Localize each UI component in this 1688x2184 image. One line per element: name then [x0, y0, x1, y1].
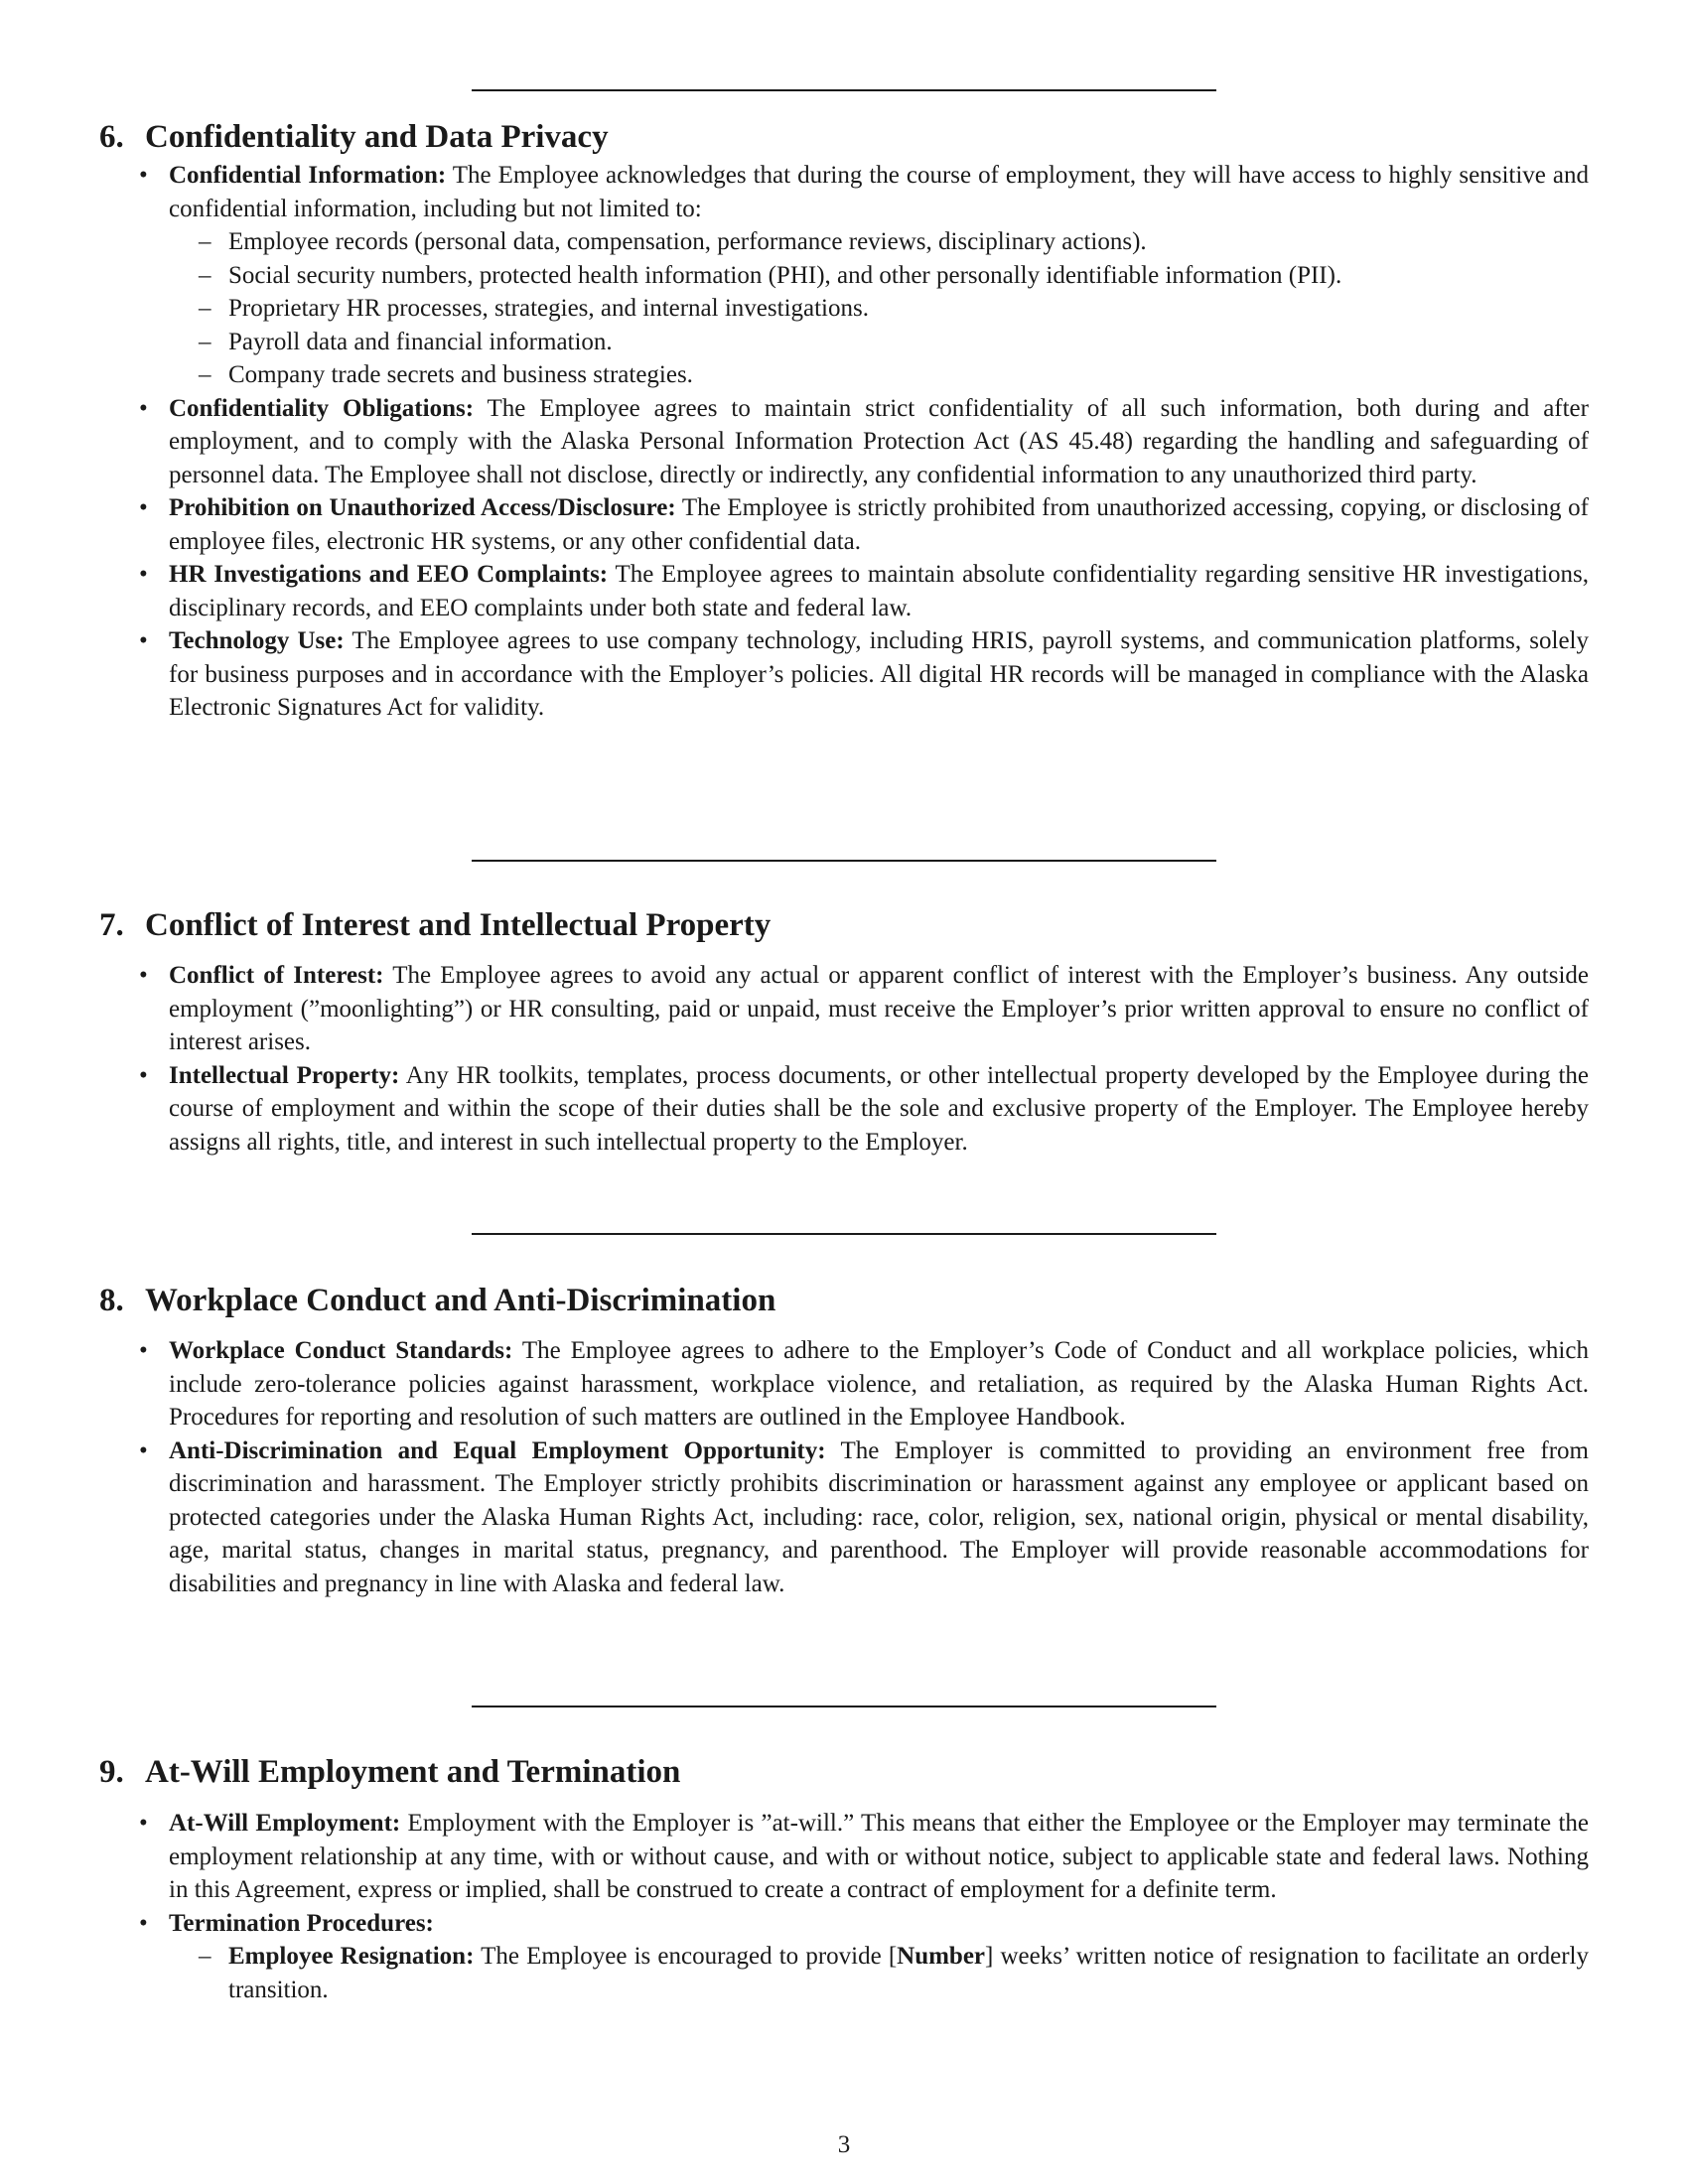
- sub-list: [169, 225, 1589, 392]
- list-item: [99, 1434, 1589, 1601]
- list-item: [99, 1334, 1589, 1434]
- bullet-list: [99, 959, 1589, 1159]
- item-label: Workplace Conduct Standards:: [169, 1337, 513, 1364]
- sub-list-item: – Company trade secrets and business strategies.: [169, 358, 1589, 392]
- section-title: At-Will Employment and Termination: [145, 1754, 681, 1790]
- sub-list-item: – Proprietary HR processes, strategies, and internal investigations.: [169, 292, 1589, 326]
- sub-item-label: Employee Resignation:: [228, 1943, 475, 1970]
- list-item: [99, 1059, 1589, 1160]
- section-number: 9.: [99, 1754, 124, 1790]
- section-number: 7.: [99, 907, 124, 943]
- sub-list-item: – Employee records (personal data, compensation, performance reviews, disciplinary actions).: [169, 225, 1589, 259]
- sub-item-text: The Employee is encouraged to provide [: [481, 1943, 898, 1970]
- placeholder-field: Number: [897, 1943, 986, 1970]
- item-label: HR Investigations and EEO Complaints:: [169, 561, 609, 588]
- section-9-body: [99, 1807, 1589, 2006]
- item-text: The Employee agrees to avoid any actual or apparent conflict of interest with the Employer’s business. Any outside employment (”moonlighting”) or HR consulting, paid or unpaid, must receive the Employer’s prior written approval to ensure no conflict of interest arises.: [169, 962, 1589, 1055]
- item-text: Any HR toolkits, templates, process documents, or other intellectual property developed by the Employee during the course of employment and within the scope of their duties shall be the sole and exclusive property of the Employer. The Employee hereby assigns all rights, title, and interest in such intellectual property to the Employer.: [169, 1061, 1589, 1156]
- section-number: 6.: [99, 119, 124, 155]
- section-7-heading: [99, 905, 771, 945]
- item-label: Termination Procedures:: [169, 1909, 434, 1937]
- item-label: At-Will Employment:: [169, 1810, 401, 1837]
- item-text: The Employee agrees to maintain strict confidentiality of all such information, both during and after employment, and to comply with the Alaska Personal Information Protection Act (AS 45.48) regarding the handling and safeguarding of personnel data. The Employee shall not disclose, directly or indirectly, any confidential information to any unauthorized third party.: [169, 394, 1589, 488]
- item-label: Confidential Information:: [169, 162, 447, 189]
- section-title: Conflict of Interest and Intellectual Property: [145, 907, 772, 943]
- sub-list-item: – Social security numbers, protected health information (PHI), and other personally identifiable information (PII).: [169, 259, 1589, 293]
- list-item: [99, 392, 1589, 492]
- sub-list: [169, 1940, 1589, 2006]
- list-item: [99, 159, 1589, 392]
- sub-list-item: [169, 1940, 1589, 2006]
- section-number: 8.: [99, 1283, 124, 1318]
- bullet-list: [99, 1334, 1589, 1600]
- item-label: Anti-Discrimination and Equal Employment Opportunity:: [169, 1436, 826, 1464]
- item-label: Confidentiality Obligations:: [169, 394, 475, 422]
- list-item: [99, 1807, 1589, 1907]
- list-item: [99, 1907, 1589, 2007]
- bullet-list: [99, 159, 1589, 725]
- list-item: [99, 491, 1589, 558]
- section-title: Confidentiality and Data Privacy: [145, 119, 609, 155]
- item-text: The Employee agrees to adhere to the Employer’s Code of Conduct and all workplace policies, which include zero-tolerance policies against harassment, workplace violence, and retaliation, as required by the Alaska Human Rights Act. Procedures for reporting and resolution of such matters are outlined in the Employee Handbook.: [169, 1337, 1589, 1431]
- bullet-list: [99, 1807, 1589, 2006]
- sub-list-item: – Payroll data and financial information.: [169, 326, 1589, 359]
- section-7-body: [99, 959, 1589, 1159]
- section-9-heading: [99, 1752, 680, 1792]
- item-text: The Employee agrees to maintain absolute confidentiality regarding sensitive HR investigations, disciplinary records, and EEO complaints under both state and federal law.: [169, 561, 1589, 621]
- section-divider: [472, 89, 1216, 91]
- document-page: [99, 0, 1589, 2184]
- section-8-body: [99, 1334, 1589, 1600]
- list-item: [99, 959, 1589, 1059]
- section-divider: [472, 1233, 1216, 1235]
- item-label: Intellectual Property:: [169, 1061, 400, 1089]
- section-divider: [472, 1706, 1216, 1707]
- list-item: [99, 558, 1589, 624]
- item-label: Technology Use:: [169, 627, 345, 654]
- item-text: The Employee agrees to use company technology, including HRIS, payroll systems, and communication platforms, solely for business purposes and in accordance with the Employer’s policies. All digital HR records will be managed in compliance with the Alaska Electronic Signatures Act for validity.: [169, 627, 1589, 721]
- section-title: Workplace Conduct and Anti-Discrimination: [145, 1283, 776, 1318]
- sub-item-text: ] weeks’ written notice of resignation to facilitate an orderly transition.: [228, 1943, 1589, 2003]
- item-text: The Employee acknowledges that during the course of employment, they will have access to highly sensitive and confidential information, including but not limited to:: [169, 162, 1589, 222]
- list-item: [99, 624, 1589, 725]
- item-label: Conflict of Interest:: [169, 962, 384, 989]
- section-8-heading: [99, 1281, 775, 1320]
- section-6-heading: [99, 117, 609, 157]
- section-6-body: [99, 159, 1589, 725]
- item-text: The Employee is strictly prohibited from unauthorized accessing, copying, or disclosing of employee files, electronic HR systems, or any other confidential data.: [169, 494, 1589, 555]
- item-text: Employment with the Employer is ”at-will.” This means that either the Employee or the Employer may terminate the employment relationship at any time, with or without cause, and with or without notice, subject to applicable state and federal laws. Nothing in this Agreement, express or implied, shall be construed to create a contract of employment for a definite term.: [169, 1810, 1590, 1903]
- page-number: 3: [837, 2131, 851, 2158]
- item-label: Prohibition on Unauthorized Access/Disclosure:: [169, 494, 676, 521]
- item-text: The Employer is committed to providing an environment free from discrimination and harassment. The Employer strictly prohibits discrimination or harassment against any employee or applicant based on protected categories under the Alaska Human Rights Act, including: race, color, religion, sex, national origin, physical or mental disability, age, marital status, changes in marital status, pregnancy, and parenthood. The Employer will provide reasonable accommodations for disabilities and pregnancy in line with Alaska and federal law.: [169, 1436, 1589, 1597]
- section-divider: [472, 860, 1216, 862]
